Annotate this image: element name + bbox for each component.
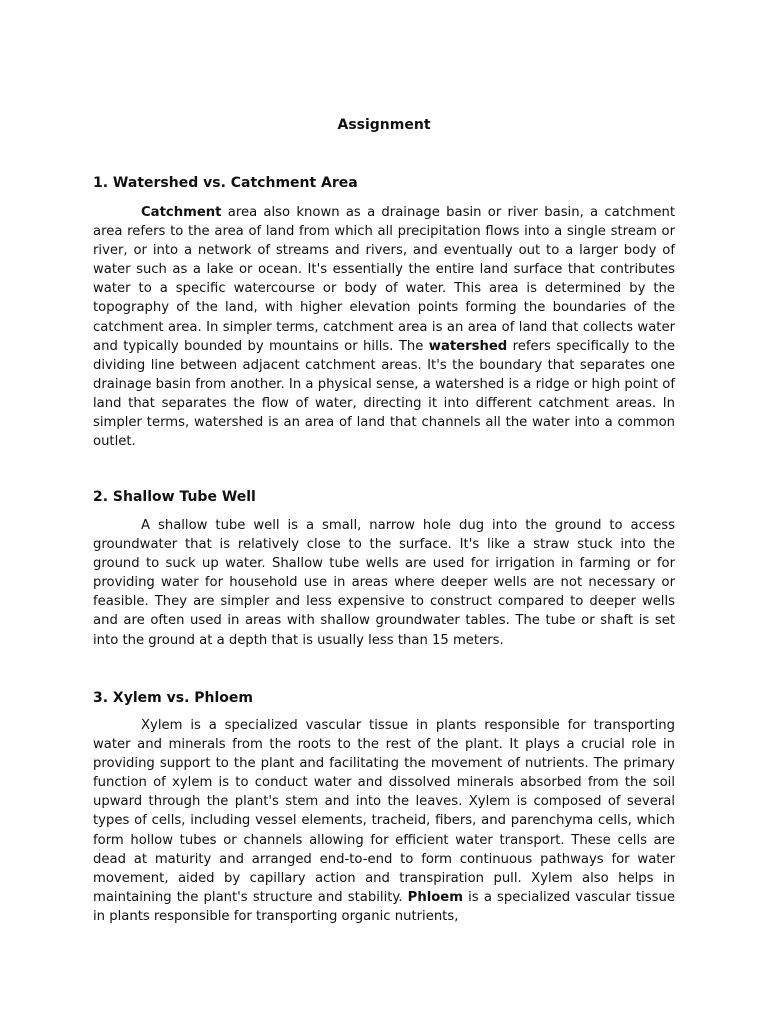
paragraph-text: A shallow tube well is a small, narrow hole dug into the ground to access groundwater that is relatively close to the surface. It's like a straw stuck into the ground to suck up water. Shallow tube wells are used for irrigation in farming or for providing water for household use in areas where deeper wells are not necessary or feasible. They are simpler and less expensive to construct compared to deeper wells and are often used in areas with shallow groundwater tables. The tube or shaft is set into the ground at a depth that is usually less than 15 meters. [93,518,675,648]
term-phloem: Phloem [407,889,463,905]
section-heading-xylem-phloem: 3. Xylem vs. Phloem [93,690,253,706]
paragraph-text: is a specialized vascular tissue in plants responsible for transporting organic nutrients, [93,889,675,924]
paragraph-text: refers specifically to the dividing line between adjacent catchment areas. It's the boundary that separates one drainage basin from another. In a physical sense, a watershed is a ridge or high point of land that separates the flow of water, directing it into different catchment areas. In simpler terms, watershed is an area of land that channels all the water into a common outlet. [93,338,675,450]
term-catchment: Catchment [141,205,222,220]
section-heading-watershed: 1. Watershed vs. Catchment Area [93,175,358,191]
paragraph-shallow-tube-well [93,516,675,650]
term-watershed: watershed [428,338,508,354]
paragraph-text: Xylem is a specialized vascular tissue in plants responsible for transporting water and minerals from the roots to the rest of the plant. It plays a crucial role in providing support to the plant and facilitating the movement of nutrients. The primary function of xylem is to conduct water and dissolved minerals absorbed from the soil upward through the plant's stem and into the leaves. Xylem is composed of several types of cells, including vessel elements, tracheid, fibers, and parenchyma cells, which form hollow tubes or channels allowing for efficient water transport. These cells are dead at maturity and arranged end-to-end to form continuous pathways for water movement, aided by capillary action and transpiration pull. Xylem also helps in maintaining the plant's structure and stability. [93,718,675,905]
paragraph-text: area also known as a drainage basin or river basin, a catchment area refers to the area of land from which all precipitation flows into a single stream or river, or into a network of streams and rivers, and eventually out to a larger body of water such as a lake or ocean. It's essentially the entire land surface that contributes water to a specific watercourse or body of water. This area is determined by the topography of the land, with higher elevation points forming the boundaries of the catchment area. In simpler terms, catchment area is an area of land that collects water and typically bounded by mountains or hills. The [93,205,675,354]
paragraph-watershed-catchment [93,203,675,451]
document-title: Assignment [337,117,431,133]
paragraph-xylem-phloem [93,716,675,926]
section-heading-shallow-tube-well: 2. Shallow Tube Well [93,489,256,505]
